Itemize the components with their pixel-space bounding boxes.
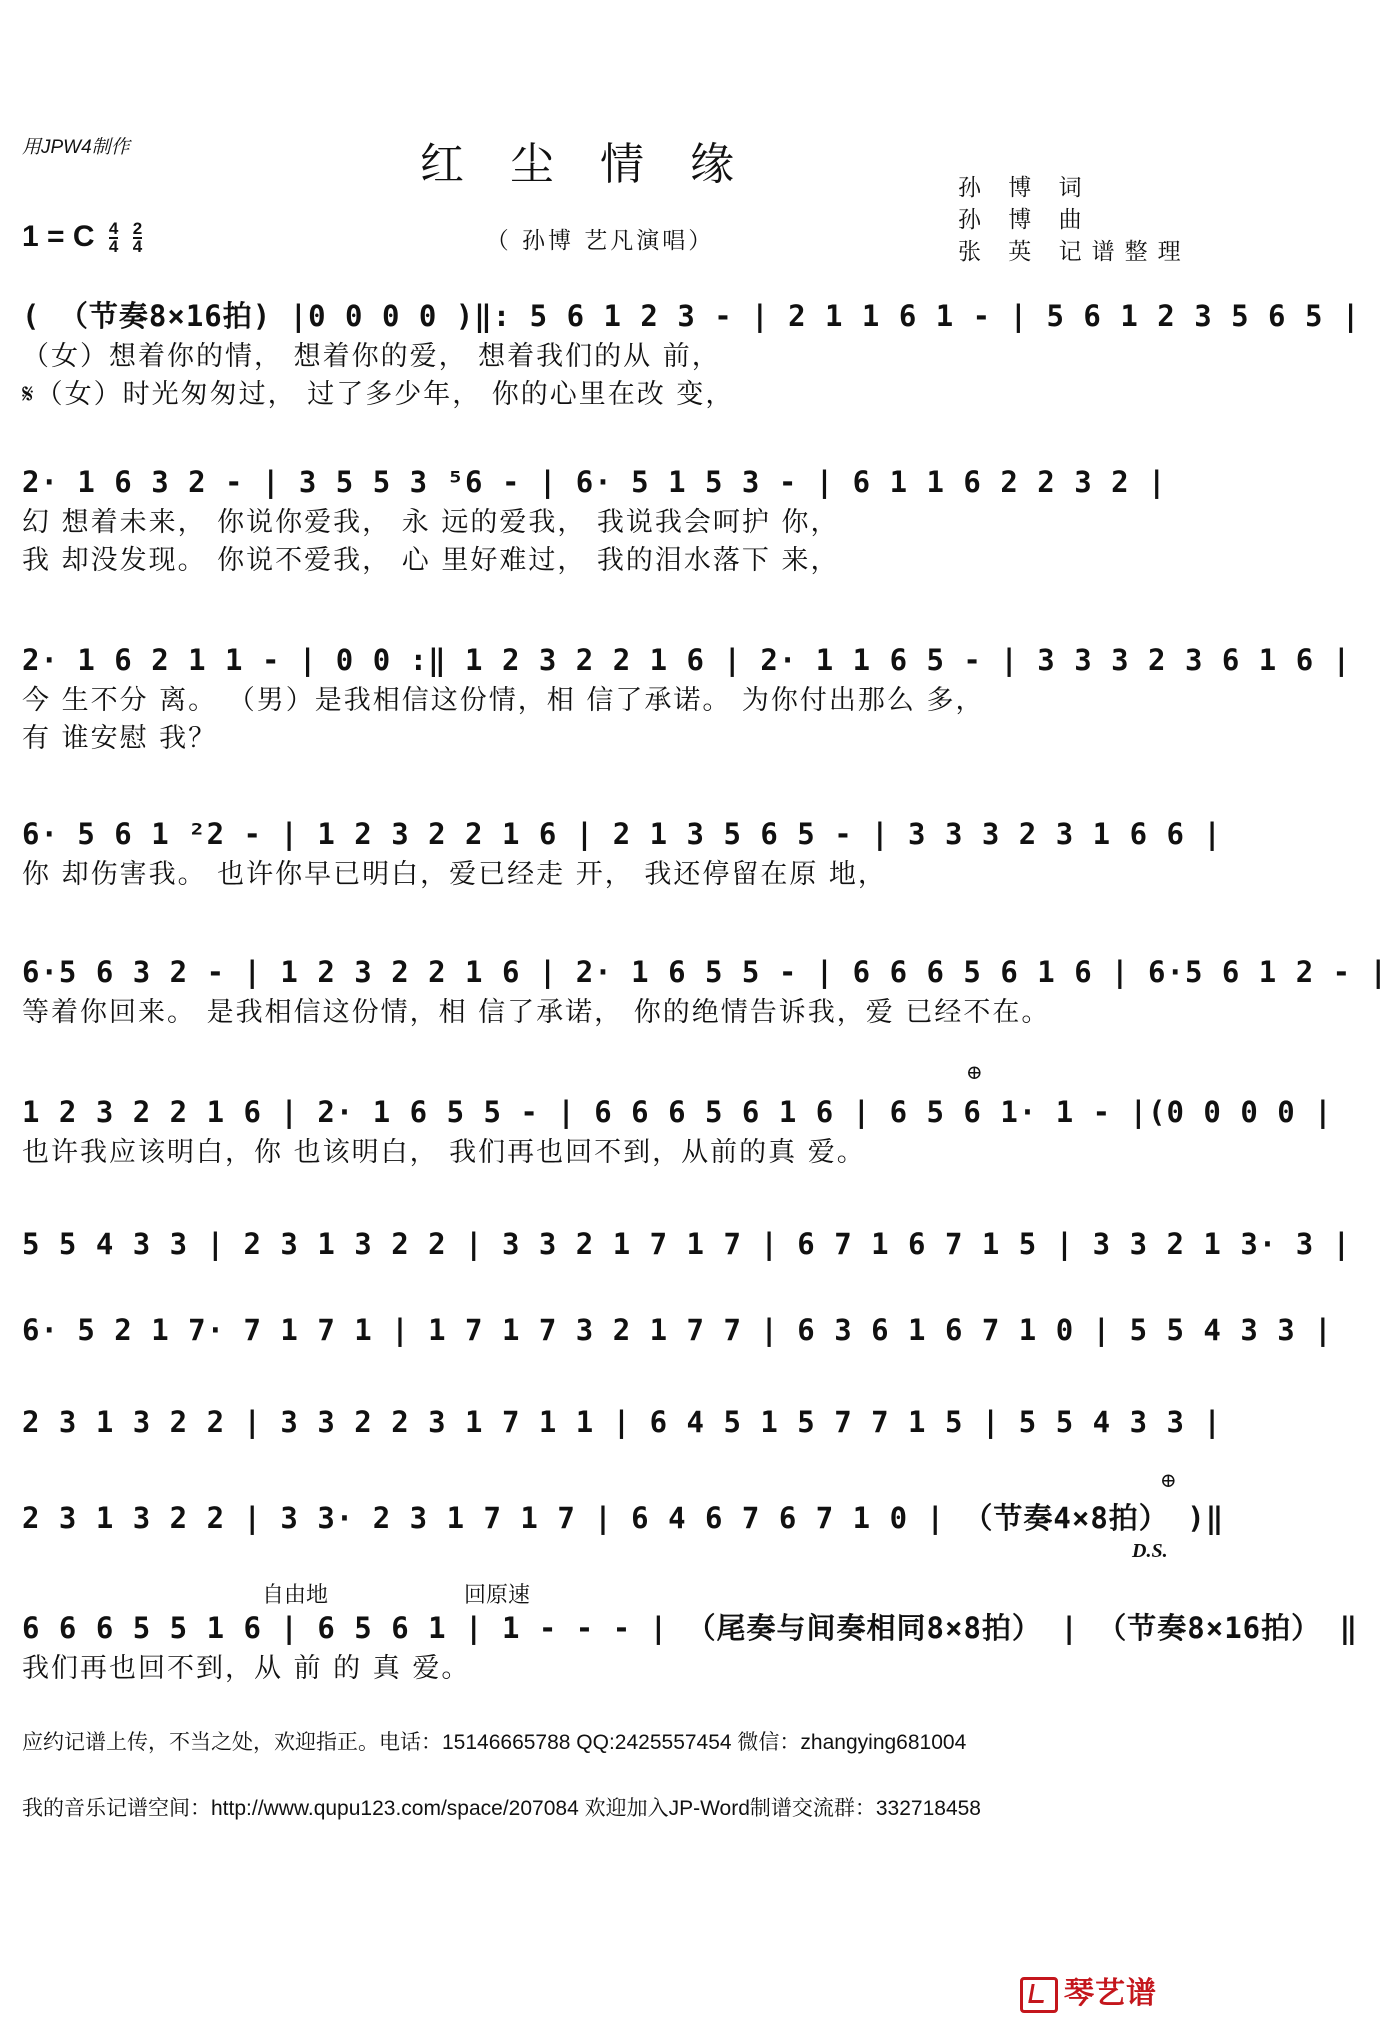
credit-lyrics: 孙 博 词: [958, 175, 1092, 201]
lyric-line: 𝄋（女）时光匆匆过， 过了多少年， 你的心里在改 变，: [22, 379, 735, 410]
notation-line: 6 6 6 5 5 1 6 | 6 5 6 1 | 1 - - - | （尾奏与间奏相同8×8拍） | （节奏8×16拍） ‖: [22, 1611, 1359, 1645]
score-system-8: [22, 1308, 1333, 1352]
site-logo: [1020, 1968, 1157, 2013]
notation-line: 2 3 1 3 2 2 | 3 3· 2 3 1 7 1 7 | 6 4 6 7 6 7 1 0 | （节奏4×8拍） )‖: [22, 1501, 1225, 1535]
ds-marker: D.S.: [1132, 1540, 1168, 1562]
tempo-resume: 回原速: [464, 1583, 531, 1608]
song-subtitle: （ 孙博 艺凡演唱）: [485, 228, 715, 254]
lyric-line: 也许我应该明白，你 也该明白， 我们再也回不到，从前的真 爱。: [22, 1137, 866, 1168]
notation-line: 6· 5 2 1 7· 7 1 7 1 | 1 7 1 7 3 2 1 7 7 | 6 3 6 1 6 7 1 0 | 5 5 4 3 3 |: [22, 1313, 1333, 1347]
notation-line: 6· 5 6 1 ²2 - | 1 2 3 2 2 1 6 | 2 1 3 5 6 5 - | 3 3 3 2 3 1 6 6 |: [22, 817, 1222, 851]
score-system-2: [22, 460, 1178, 580]
time-signature-2: $\frac{2}{4}$: [132, 219, 143, 257]
notation-line: 2 3 1 3 2 2 | 3 3 2 2 3 1 7 1 1 | 6 4 5 1 5 7 7 1 5 | 5 5 4 3 3 |: [22, 1405, 1222, 1439]
footer-website: 我的音乐记谱空间：http://www.qupu123.com/space/207084 欢迎加入JP-Word制谱交流群：332718458: [22, 1797, 981, 1820]
notation-line: 2· 1 6 3 2 - | 3 5 5 3 ⁵6 - | 6· 5 1 5 3 - | 6 1 1 6 2 2 3 2 |: [22, 465, 1167, 499]
credit-music: 孙 博 曲: [958, 207, 1092, 233]
time-signature-1: $\frac{4}{4}$: [108, 219, 119, 257]
score-system-7: [22, 1222, 1352, 1266]
notation-line: 2· 1 6 2 1 1 - | 0 0 :‖ 1 2 3 2 2 1 6 | 2· 1 1 6 5 - | 3 3 3 2 3 6 1 6 |: [22, 643, 1352, 677]
credits: [958, 172, 1191, 268]
lyric-line: 我们再也回不到，从 前 的 真 爱。: [22, 1653, 471, 1684]
score-system-3: [22, 638, 1352, 758]
lyric-line: 你 却伤害我。 也许你早已明白，爱已经走 开， 我还停留在原 地，: [22, 859, 887, 890]
logo-text: 琴艺谱: [1064, 1976, 1157, 2011]
score-system-9: [22, 1400, 1222, 1444]
coda-mark: ⊕: [966, 1060, 983, 1084]
notation-line: 6·5 6 3 2 - | 1 2 3 2 2 1 6 | 2· 1 6 5 5 - | 6 6 6 5 6 1 6 | 6·5 6 1 2 - |: [22, 955, 1388, 989]
score-system-6: [22, 1090, 1333, 1172]
lyric-line: 今 生不分 离。 （男）是我相信这份情，相 信了承诺。 为你付出那么 多，: [22, 685, 985, 716]
footer-contact: 应约记谱上传，不当之处，欢迎指正。电话：15146665788 QQ:2425557454 微信：zhangying681004: [22, 1731, 967, 1754]
notation-line: 1 2 3 2 2 1 6 | 2· 1 6 5 5 - | 6 6 6 5 6 1 6 | 6 5 6 1· 1 - |(0 0 0 0 |: [22, 1095, 1333, 1129]
lyric-line: 等着你回来。 是我相信这份情，相 信了承诺， 你的绝情告诉我，爱 已经不在。: [22, 997, 1051, 1028]
score-system-10: [22, 1496, 1225, 1540]
lyric-line: 有 谁安慰 我？: [22, 723, 218, 754]
score-system-11: [22, 1606, 1359, 1688]
logo-icon: [1020, 1977, 1058, 2013]
tempo-free: 自由地: [262, 1583, 329, 1608]
credit-transcriber: 张 英 记谱整理: [958, 239, 1191, 265]
lyric-line: （女）想着你的情， 想着你的爱， 想着我们的从 前，: [22, 341, 721, 372]
notation-line: ( （节奏8×16拍) |0 0 0 0 )‖: 5 6 1 2 3 - | 2 1 1 6 1 - | 5 6 1 2 3 5 6 5 |: [22, 299, 1361, 333]
score-system-4: [22, 812, 1222, 894]
coda-mark: ⊕: [1160, 1468, 1177, 1492]
lyric-line: 幻 想着未来， 你说你爱我， 永 远的爱我， 我说我会呵护 你，: [22, 507, 840, 538]
notation-line: 5 5 4 3 3 | 2 3 1 3 2 2 | 3 3 2 1 7 1 7 | 6 7 1 6 7 1 5 | 3 3 2 1 3· 3 |: [22, 1227, 1352, 1261]
key-signature: [22, 220, 142, 255]
key-label: 1 = C: [22, 220, 95, 253]
score-system-1: [22, 294, 1361, 414]
song-title: 红尘情缘: [420, 139, 780, 190]
lyric-line: 我 却没发现。 你说不爱我， 心 里好难过， 我的泪水落下 来，: [22, 545, 840, 576]
score-system-5: [22, 950, 1388, 1032]
watermark-text: 用JPW4制作: [22, 137, 130, 158]
